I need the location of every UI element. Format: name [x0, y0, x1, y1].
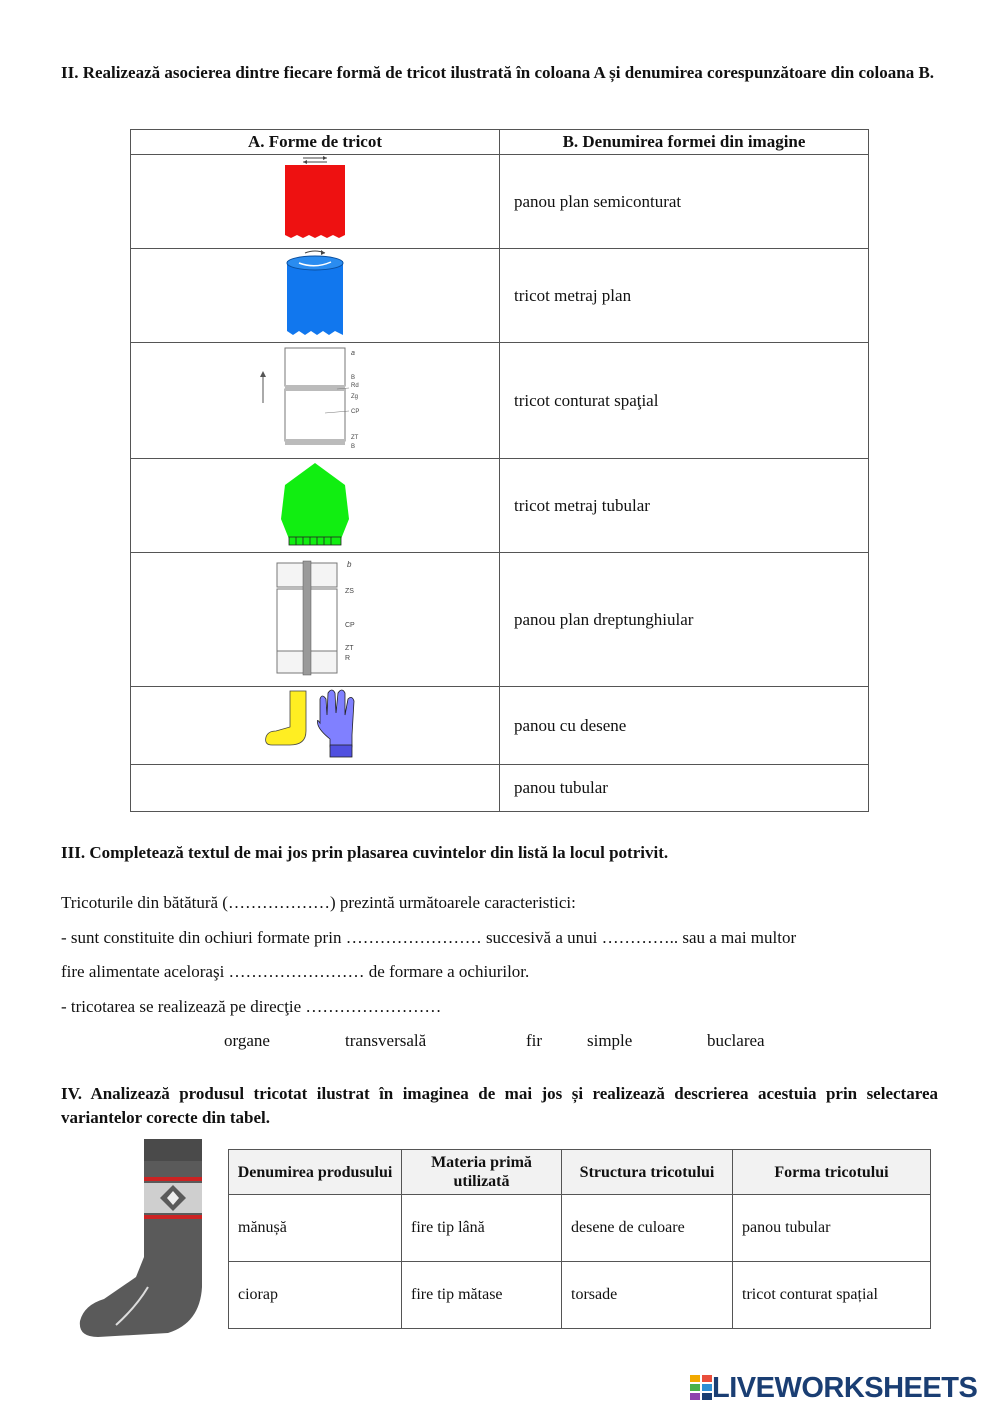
panel-diagram-a: [255, 343, 375, 453]
image-cell: [131, 553, 500, 687]
image-cell: [131, 155, 500, 249]
diagram-a-label: B: [351, 375, 356, 381]
text-line: fire alimentate aceloraşi …………………… de formare a ochiurilor.: [61, 962, 530, 981]
option-cell[interactable]: ciorap: [229, 1262, 402, 1329]
sock-and-glove-image: [260, 687, 370, 759]
diagram-a-label: a: [351, 350, 355, 357]
diagram-b-label: b: [347, 560, 352, 569]
col-a-header: A. Forme de tricot: [131, 130, 500, 155]
diagram-a-label: B: [351, 444, 356, 450]
word-option[interactable]: simple: [587, 1031, 633, 1050]
image-cell: [131, 343, 500, 459]
green-sleeve-image: [275, 459, 355, 547]
word-option[interactable]: organe: [224, 1031, 270, 1050]
sock-photo: [76, 1137, 216, 1342]
text-line: Tricoturile din bătătură (………………) prezintă următoarele caracteristici:: [61, 893, 576, 912]
word-option[interactable]: buclarea: [707, 1031, 765, 1050]
diagram-b-label: ZT: [345, 645, 354, 652]
liveworksheets-logo: [690, 1372, 977, 1405]
name-cell: tricot conturat spaţial: [500, 343, 869, 459]
image-cell: [131, 687, 500, 765]
word-option[interactable]: transversală: [345, 1031, 427, 1050]
matching-table: [130, 129, 869, 812]
tubular-panel-diagram-b: [255, 553, 375, 681]
option-cell[interactable]: fire tip mătase: [402, 1262, 562, 1329]
product-header: Denumirea produsului: [229, 1150, 402, 1195]
brand-text: LIVEWORKSHEETS: [712, 1372, 978, 1404]
red-fabric-image: [275, 155, 355, 243]
diagram-b-label: R: [345, 655, 351, 662]
image-cell: [131, 765, 500, 812]
product-header: Forma tricotului: [733, 1150, 931, 1195]
product-table: [228, 1149, 931, 1329]
product-header: Structura tricotului: [562, 1150, 733, 1195]
diagram-a-label: CP: [351, 409, 360, 415]
product-header: Materia primă utilizată: [402, 1150, 562, 1195]
section-2-heading: II. Realizează asocierea dintre fiecare formă de tricot ilustrată în coloana A și denumirea corespunzătoare din coloana B.: [61, 63, 935, 82]
diagram-a-label: Zg: [351, 394, 359, 400]
image-cell: [131, 249, 500, 343]
logo-icon: [690, 1375, 712, 1401]
option-cell[interactable]: torsade: [562, 1262, 733, 1329]
diagram-a-label: ZT: [351, 435, 359, 441]
option-cell[interactable]: tricot conturat spațial: [733, 1262, 931, 1329]
word-option[interactable]: fir: [526, 1031, 543, 1050]
text-line: - sunt constituite din ochiuri formate prin …………………… succesivă a unui ………….. sau a mai multor: [61, 928, 797, 947]
image-cell: [131, 459, 500, 553]
col-b-header: B. Denumirea formei din imagine: [500, 130, 869, 155]
name-cell: panou plan dreptunghiular: [500, 553, 869, 687]
name-cell: panou plan semiconturat: [500, 155, 869, 249]
blue-tube-image: [275, 249, 355, 337]
section-3-heading: III. Completează textul de mai jos prin plasarea cuvintelor din listă la locul potrivit.: [61, 843, 669, 862]
option-cell[interactable]: mănușă: [229, 1195, 402, 1262]
name-cell: tricot metraj tubular: [500, 459, 869, 553]
diagram-b-label: ZS: [345, 588, 354, 595]
option-cell[interactable]: panou tubular: [733, 1195, 931, 1262]
diagram-a-label: Rd: [351, 383, 359, 389]
section-4-heading: IV. Analizează produsul tricotat ilustrat în imaginea de mai jos și realizează descrierea acestuia prin selectarea variantelor corecte din tabel.: [61, 1084, 938, 1127]
option-cell[interactable]: desene de culoare: [562, 1195, 733, 1262]
name-cell: panou tubular: [500, 765, 869, 812]
diagram-b-label: CP: [345, 622, 355, 629]
text-line: - tricotarea se realizează pe direcţie ……………………: [61, 997, 442, 1016]
name-cell: tricot metraj plan: [500, 249, 869, 343]
name-cell: panou cu desene: [500, 687, 869, 765]
option-cell[interactable]: fire tip lână: [402, 1195, 562, 1262]
